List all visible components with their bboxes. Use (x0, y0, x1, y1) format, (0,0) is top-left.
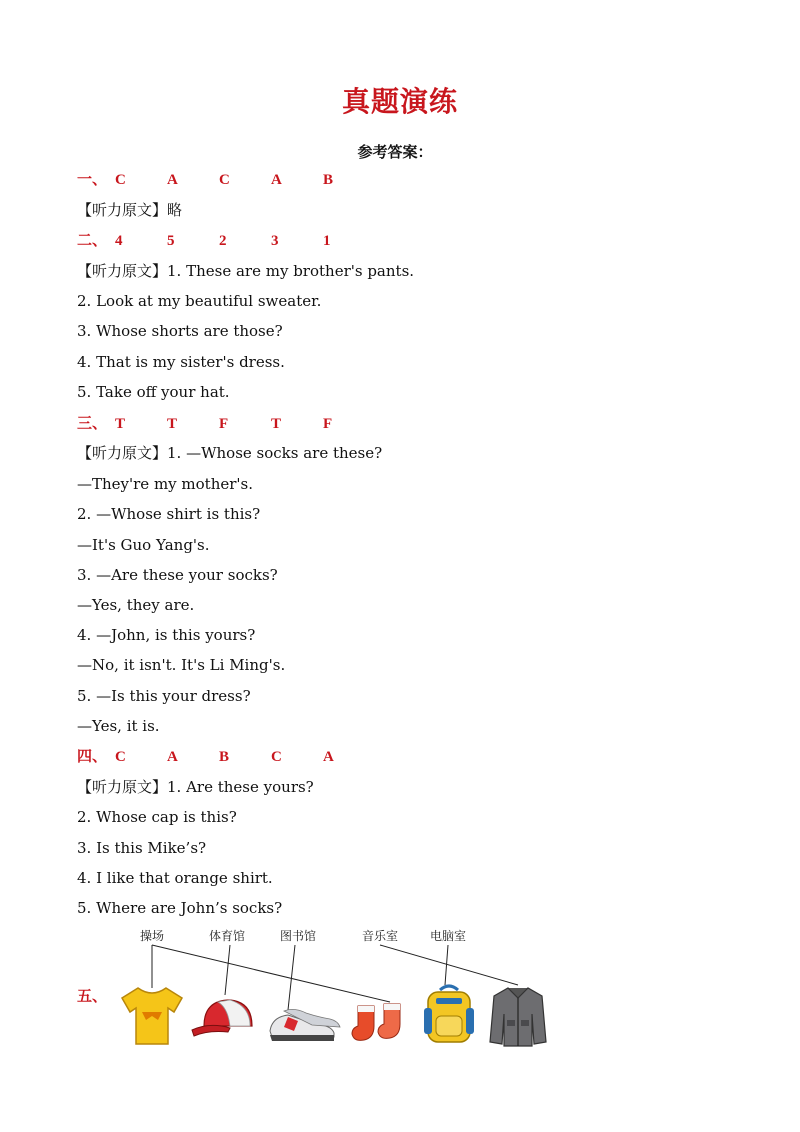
socks-icon (350, 1002, 412, 1046)
transcript-tag: 【听力原文】 (77, 778, 168, 796)
transcript-line: 2. Look at my beautiful sweater. (77, 292, 322, 310)
answer: 2 (219, 233, 227, 249)
section-number: 一、 (77, 170, 108, 188)
answer: T (115, 416, 126, 432)
answer: F (323, 416, 333, 432)
match-line (225, 945, 230, 995)
answer: C (271, 749, 282, 765)
section-number: 四、 (77, 747, 108, 765)
transcript-body: 略 (167, 201, 183, 219)
transcript-line: 3. —Are these your socks? (77, 566, 278, 584)
transcript-line: 3. Is this Mike’s? (77, 839, 207, 857)
section-number: 三、 (77, 414, 108, 432)
transcript-line: —They're my mother's. (77, 475, 254, 493)
backpack-icon (420, 984, 478, 1046)
transcript-line: 5. —Is this your dress? (77, 687, 251, 705)
place-label-music-room: 音乐室 (362, 929, 399, 943)
answer: 4 (115, 233, 123, 249)
transcript-tag: 【听力原文】 (77, 201, 168, 219)
transcript-line: 4. —John, is this yours? (77, 626, 256, 644)
section-5-number: 五、 (77, 987, 108, 1005)
transcript-line: 4. I like that orange shirt. (77, 869, 273, 887)
section-number: 二、 (77, 231, 108, 249)
answer: C (115, 172, 126, 188)
answer: A (271, 172, 282, 188)
answer: C (115, 749, 126, 765)
transcript-text: 1. These are my brother's pants. (167, 262, 415, 280)
transcript-line: 5. Where are John’s socks? (77, 899, 283, 917)
answer: F (219, 416, 229, 432)
page-title: 真题演练 (341, 85, 458, 118)
transcript-line: 4. That is my sister's dress. (77, 353, 285, 371)
transcript-line: —Yes, it is. (77, 717, 160, 735)
match-line (380, 945, 518, 985)
transcript-line: —Yes, they are. (77, 596, 195, 614)
place-label-library: 图书馆 (280, 929, 317, 943)
transcript-line: 5. Take off your hat. (77, 383, 230, 401)
t-shirt-icon (118, 986, 186, 1046)
answer-key-heading: 参考答案： (357, 143, 433, 161)
transcript-text: 1. Are these yours? (167, 778, 314, 796)
answer: C (219, 172, 230, 188)
transcript-line: 2. —Whose shirt is this? (77, 505, 261, 523)
place-label-gym: 体育馆 (209, 929, 246, 943)
transcript-line: 2. Whose cap is this? (77, 808, 237, 826)
transcript-line: —It's Guo Yang's. (77, 536, 210, 554)
answer: 1 (323, 233, 331, 249)
match-line (152, 945, 390, 1002)
transcript-tag: 【听力原文】 (77, 444, 168, 462)
transcript-tag: 【听力原文】 (77, 262, 168, 280)
transcript-line: —No, it isn't. It's Li Ming's. (77, 656, 286, 674)
answer: A (167, 172, 178, 188)
answer: 3 (271, 233, 279, 249)
jacket-icon (488, 984, 548, 1048)
transcript-text: 1. —Whose socks are these? (167, 444, 383, 462)
answer: A (167, 749, 178, 765)
answer: T (167, 416, 178, 432)
place-label-playground: 操场 (140, 929, 165, 943)
sneakers-icon (266, 1005, 342, 1045)
answer: B (323, 172, 334, 188)
answer: T (271, 416, 282, 432)
answer: A (323, 749, 334, 765)
place-label-computer-room: 电脑室 (430, 929, 467, 943)
cap-icon (190, 996, 258, 1040)
transcript-line: 3. Whose shorts are those? (77, 322, 283, 340)
answer: 5 (167, 233, 175, 249)
answer: B (219, 749, 230, 765)
